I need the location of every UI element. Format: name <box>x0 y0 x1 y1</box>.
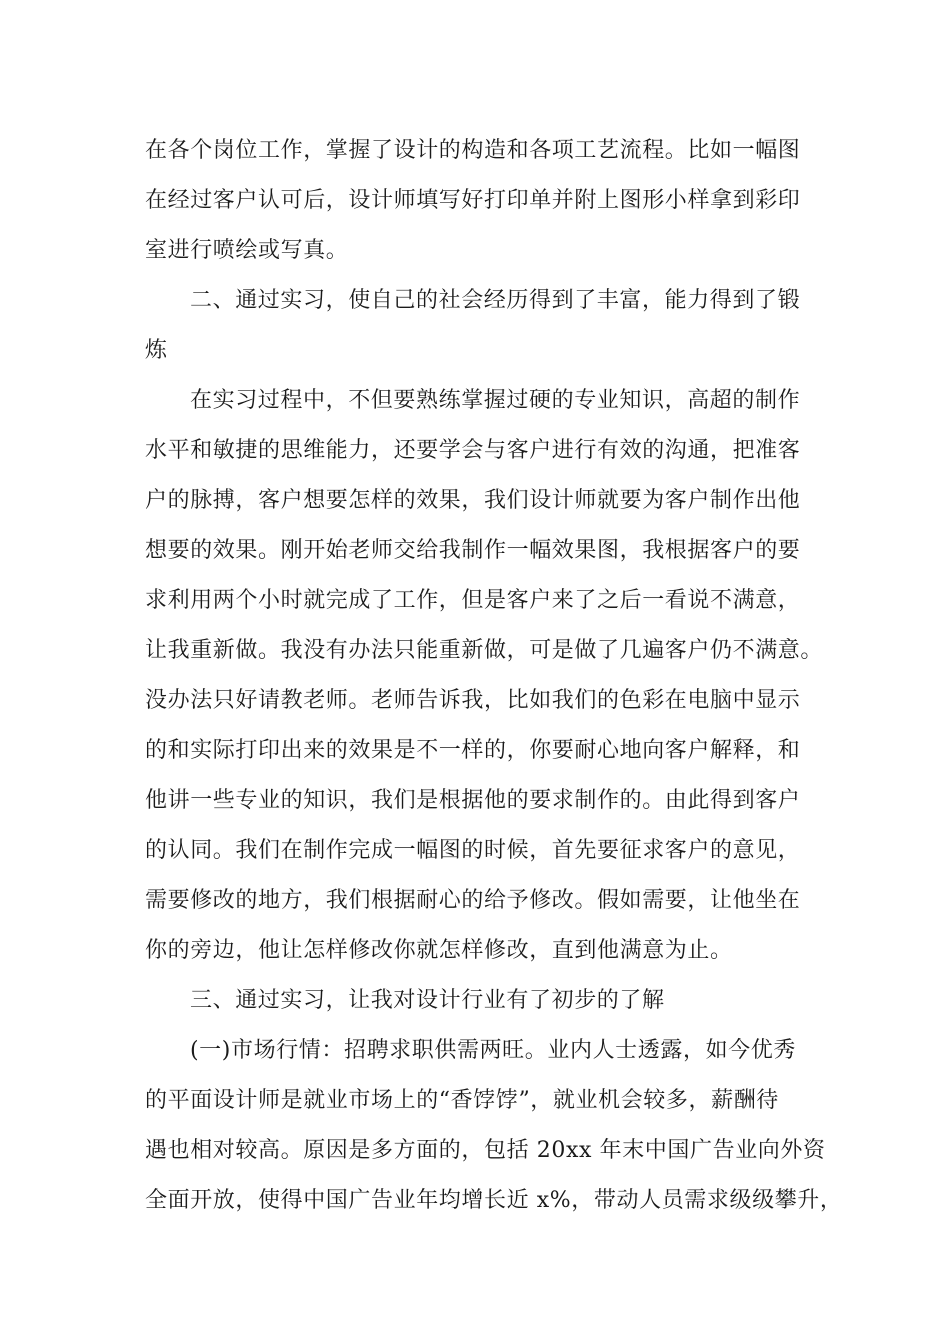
text-line: 你的旁边，他让怎样修改你就怎样修改，直到他满意为止。 <box>145 938 733 963</box>
text-line: 求利用两个小时就完成了工作，但是客户来了之后一看说不满意， <box>145 588 801 613</box>
text-line: 的平面设计师是就业市场上的“香饽饽”，就业机会较多，薪酬待 <box>145 1088 779 1113</box>
text-line: 在经过客户认可后，设计师填写好打印单并附上图形小样拿到彩印 <box>145 188 801 213</box>
section-heading: 三、通过实习，让我对设计行业有了初步的了解 <box>190 988 665 1013</box>
text-line: 的和实际打印出来的效果是不一样的，你要耐心地向客户解释，和 <box>145 738 801 763</box>
text-line: 水平和敏捷的思维能力，还要学会与客户进行有效的沟通，把准客 <box>145 438 801 463</box>
text-line: 没办法只好请教老师。老师告诉我，比如我们的色彩在电脑中显示 <box>145 688 801 713</box>
section-heading: 二、通过实习，使自己的社会经历得到了丰富，能力得到了锻 <box>190 288 801 313</box>
text-line: 在实习过程中，不但要熟练掌握过硬的专业知识，高超的制作 <box>190 388 801 413</box>
text-line: 在各个岗位工作，掌握了设计的构造和各项工艺流程。比如一幅图 <box>145 138 801 163</box>
text-line: 需要修改的地方，我们根据耐心的给予修改。假如需要，让他坐在 <box>145 888 801 913</box>
text-line: 室进行喷绘或写真。 <box>145 238 349 263</box>
text-line: 的认同。我们在制作完成一幅图的时候，首先要征求客户的意见， <box>145 838 801 863</box>
text-line: 遇也相对较高。原因是多方面的，包括 20xx 年末中国广告业向外资 <box>145 1138 826 1163</box>
section-heading-continuation: 炼 <box>145 338 168 363</box>
text-line: 让我重新做。我没有办法只能重新做，可是做了几遍客户仍不满意。 <box>145 638 824 663</box>
text-line: 户的脉搏，客户想要怎样的效果，我们设计师就要为客户制作出他 <box>145 488 801 513</box>
text-line: 他讲一些专业的知识，我们是根据他的要求制作的。由此得到客户 <box>145 788 801 813</box>
text-line: 全面开放，使得中国广告业年均增长近 x%，带动人员需求级级攀升， <box>145 1188 843 1213</box>
text-line: (一)市场行情：招聘求职供需两旺。业内人士透露，如今优秀 <box>190 1038 796 1063</box>
text-line: 想要的效果。刚开始老师交给我制作一幅效果图，我根据客户的要 <box>145 538 801 563</box>
